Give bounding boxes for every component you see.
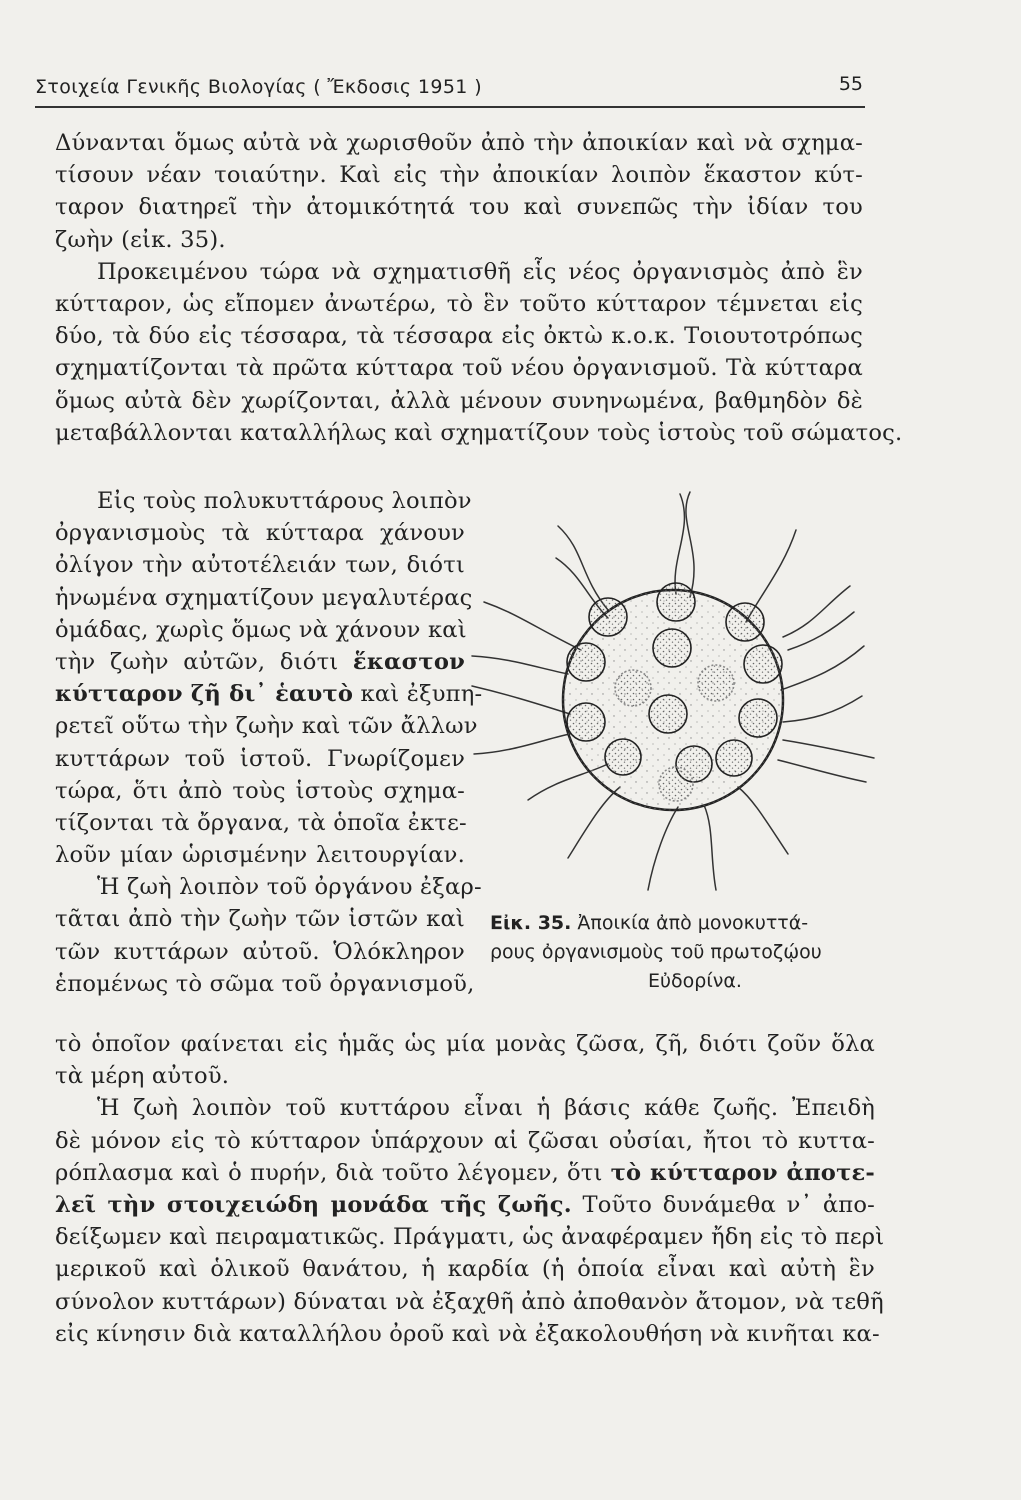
- text-line: [55, 1157, 875, 1189]
- cell: [659, 767, 693, 801]
- cell: [567, 703, 605, 741]
- emphasis-text: ἕκαστον: [352, 648, 465, 675]
- page-number: 55: [838, 73, 863, 95]
- running-header: [35, 72, 865, 108]
- caption-line: Εὐδορίνα.: [648, 970, 742, 992]
- cell: [744, 645, 782, 683]
- text-line: μεταβάλλονται καταλλήλως καὶ σχηματίζουν τοὺς ἱστοὺς τοῦ σώματος.: [55, 419, 903, 446]
- cell: [739, 699, 777, 737]
- text-line: ἑπομένως τὸ σῶμα τοῦ ὀργανισμοῦ,: [55, 970, 475, 997]
- text-line: Ἡ ζωὴ λοιπὸν τοῦ κυττάρου εἶναι ἡ βάσις κάθε ζωῆς. Ἐπειδὴ: [97, 1095, 875, 1122]
- figure-label: Εἰκ. 35.: [490, 912, 572, 934]
- cell: [615, 670, 651, 706]
- text-line: ὅμως αὐτὰ δὲν χωρίζονται, ἀλλὰ μένουν συνηνωμένα, βαθμηδὸν δὲ: [55, 387, 863, 414]
- text-line: Εἰς τοὺς πολυκυττάρους λοιπὸν: [97, 488, 472, 514]
- cell: [698, 665, 734, 701]
- text-line: [55, 1189, 875, 1221]
- text-line: μερικοῦ καὶ ὁλικοῦ θανάτου, ἡ καρδία (ἡ ὁποία εἶναι καὶ αὐτὴ ἓν: [55, 1256, 875, 1283]
- text-fragment: καὶ ἐξυπη-: [360, 681, 483, 708]
- cell: [649, 695, 687, 733]
- left-column-text: [55, 485, 483, 1000]
- text-line: δὲ μόνον εἰς τὸ κύτταρον ὑπάρχουν αἱ ζῶσαι οὐσίαι, ἤτοι τὸ κυττα-: [55, 1127, 875, 1154]
- emphasis-text: λεῖ τὴν στοιχειώδη μονάδα τῆς ζωῆς.: [55, 1191, 572, 1218]
- cell: [589, 598, 627, 636]
- text-line: ὀλίγον τὴν αὐτοτέλειάν των, διότι: [55, 552, 465, 579]
- figure-caption: [490, 909, 880, 996]
- eudorina-colony-illustration: [458, 482, 878, 892]
- text-line: ταρον διατηρεῖ τὴν ἀτομικότητά του καὶ συνεπῶς τὴν ἰδίαν του: [55, 194, 863, 221]
- text-line: τὰ μέρη αὐτοῦ.: [55, 1063, 230, 1090]
- text-line: δύο, τὰ δύο εἰς τέσσαρα, τὰ τέσσαρα εἰς ὀκτὼ κ.ο.κ. Τοιουτοτρόπως: [55, 323, 863, 350]
- text-line: ὀργανισμοὺς τὰ κύτταρα χάνουν: [55, 520, 465, 547]
- text-line: [55, 678, 483, 710]
- text-line: λοῦν μίαν ὡρισμένην λειτουργίαν.: [55, 842, 465, 869]
- text-line: τίζονται τὰ ὄργανα, τὰ ὁποῖα ἐκτε-: [55, 809, 467, 836]
- text-fragment: τὴν ζωὴν αὐτῶν, διότι: [55, 648, 339, 675]
- text-line: τώρα, ὅτι ἀπὸ τοὺς ἱστοὺς σχημα-: [55, 777, 465, 804]
- caption-text: Ἀποικία ἀπὸ μονοκυττά-: [577, 912, 809, 934]
- text-line: ζωὴν (εἰκ. 35).: [55, 226, 226, 253]
- emphasis-text: κύτταρον ζῆ δι᾽ ἑαυτὸ: [55, 681, 354, 708]
- eudorina-drawing: [458, 482, 878, 892]
- text-fragment: Τοῦτο δυνάμεθα ν᾽ ἀπο-: [582, 1191, 875, 1218]
- text-line: κυττάρων τοῦ ἱστοῦ. Γνωρίζομεν: [55, 745, 465, 772]
- text-fragment: ρόπλασμα καὶ ὁ πυρήν, διὰ τοῦτο λέγομεν, ὅτι: [55, 1159, 603, 1186]
- main-text-bottom: [55, 1028, 885, 1350]
- text-line: ὁμάδας, χωρὶς ὅμως νὰ χάνουν καὶ: [55, 616, 467, 643]
- text-line: κύτταρον, ὡς εἴπομεν ἀνωτέρω, τὸ ἓν τοῦτο κύτταρον τέμνεται εἰς: [55, 290, 863, 317]
- header-title: Στοιχεία Γενικῆς Βιολογίας ( Ἔκδοσις 1951 ): [35, 76, 483, 98]
- text-line: τῶν κυττάρων αὐτοῦ. Ὁλόκληρον: [55, 938, 465, 965]
- text-line: [55, 646, 465, 678]
- text-line: Δύνανται ὅμως αὐτὰ νὰ χωρισθοῦν ἀπὸ τὴν ἀποικίαν καὶ νὰ σχημα-: [55, 130, 863, 156]
- cell: [567, 643, 605, 681]
- text-line: τίσουν νέαν τοιαύτην. Καὶ εἰς τὴν ἀποικίαν λοιπὸν ἕκαστον κύτ-: [55, 162, 863, 189]
- cell: [605, 739, 641, 775]
- text-line: Ἡ ζωὴ λοιπὸν τοῦ ὀργάνου ἐξαρ-: [97, 874, 482, 901]
- caption-line: ρους ὀργανισμοὺς τοῦ πρωτοζῴου: [490, 941, 822, 963]
- text-line: τᾶται ἀπὸ τὴν ζωὴν τῶν ἱστῶν καὶ: [55, 906, 465, 933]
- cell: [716, 740, 752, 776]
- text-line: ρετεῖ οὕτω τὴν ζωὴν καὶ τῶν ἄλλων: [55, 713, 478, 740]
- cell: [726, 603, 764, 641]
- emphasis-text: τὸ κύτταρον ἀποτε-: [610, 1159, 875, 1186]
- text-line: Προκειμένου τώρα νὰ σχηματισθῆ εἷς νέος ὀργανισμὸς ἀπὸ ἓν: [97, 258, 863, 285]
- cell: [653, 629, 691, 667]
- text-line: σχηματίζονται τὰ πρῶτα κύτταρα τοῦ νέου ὀργανισμοῦ. Τὰ κύτταρα: [55, 355, 863, 382]
- caption-line: [490, 909, 880, 938]
- text-line: τὸ ὁποῖον φαίνεται εἰς ἡμᾶς ὡς μία μονὰς ζῶσα, ζῆ, διότι ζοῦν ὅλα: [55, 1031, 875, 1057]
- text-line: σύνολον κυττάρων) δύναται νὰ ἐξαχθῆ ἀπὸ ἀποθανὸν ἄτομον, νὰ τεθῆ: [55, 1288, 884, 1315]
- cell: [657, 583, 695, 621]
- text-line: δείξωμεν καὶ πειραματικῶς. Πράγματι, ὡς ἀναφέραμεν ἤδη εἰς τὸ περὶ: [55, 1224, 885, 1251]
- text-line: εἰς κίνησιν διὰ καταλλήλου ὀροῦ καὶ νὰ ἐξακολουθήση νὰ κινῆται κα-: [55, 1320, 880, 1347]
- text-line: ἡνωμένα σχηματίζουν μεγαλυτέρας: [55, 584, 473, 611]
- main-text-top: [55, 127, 903, 449]
